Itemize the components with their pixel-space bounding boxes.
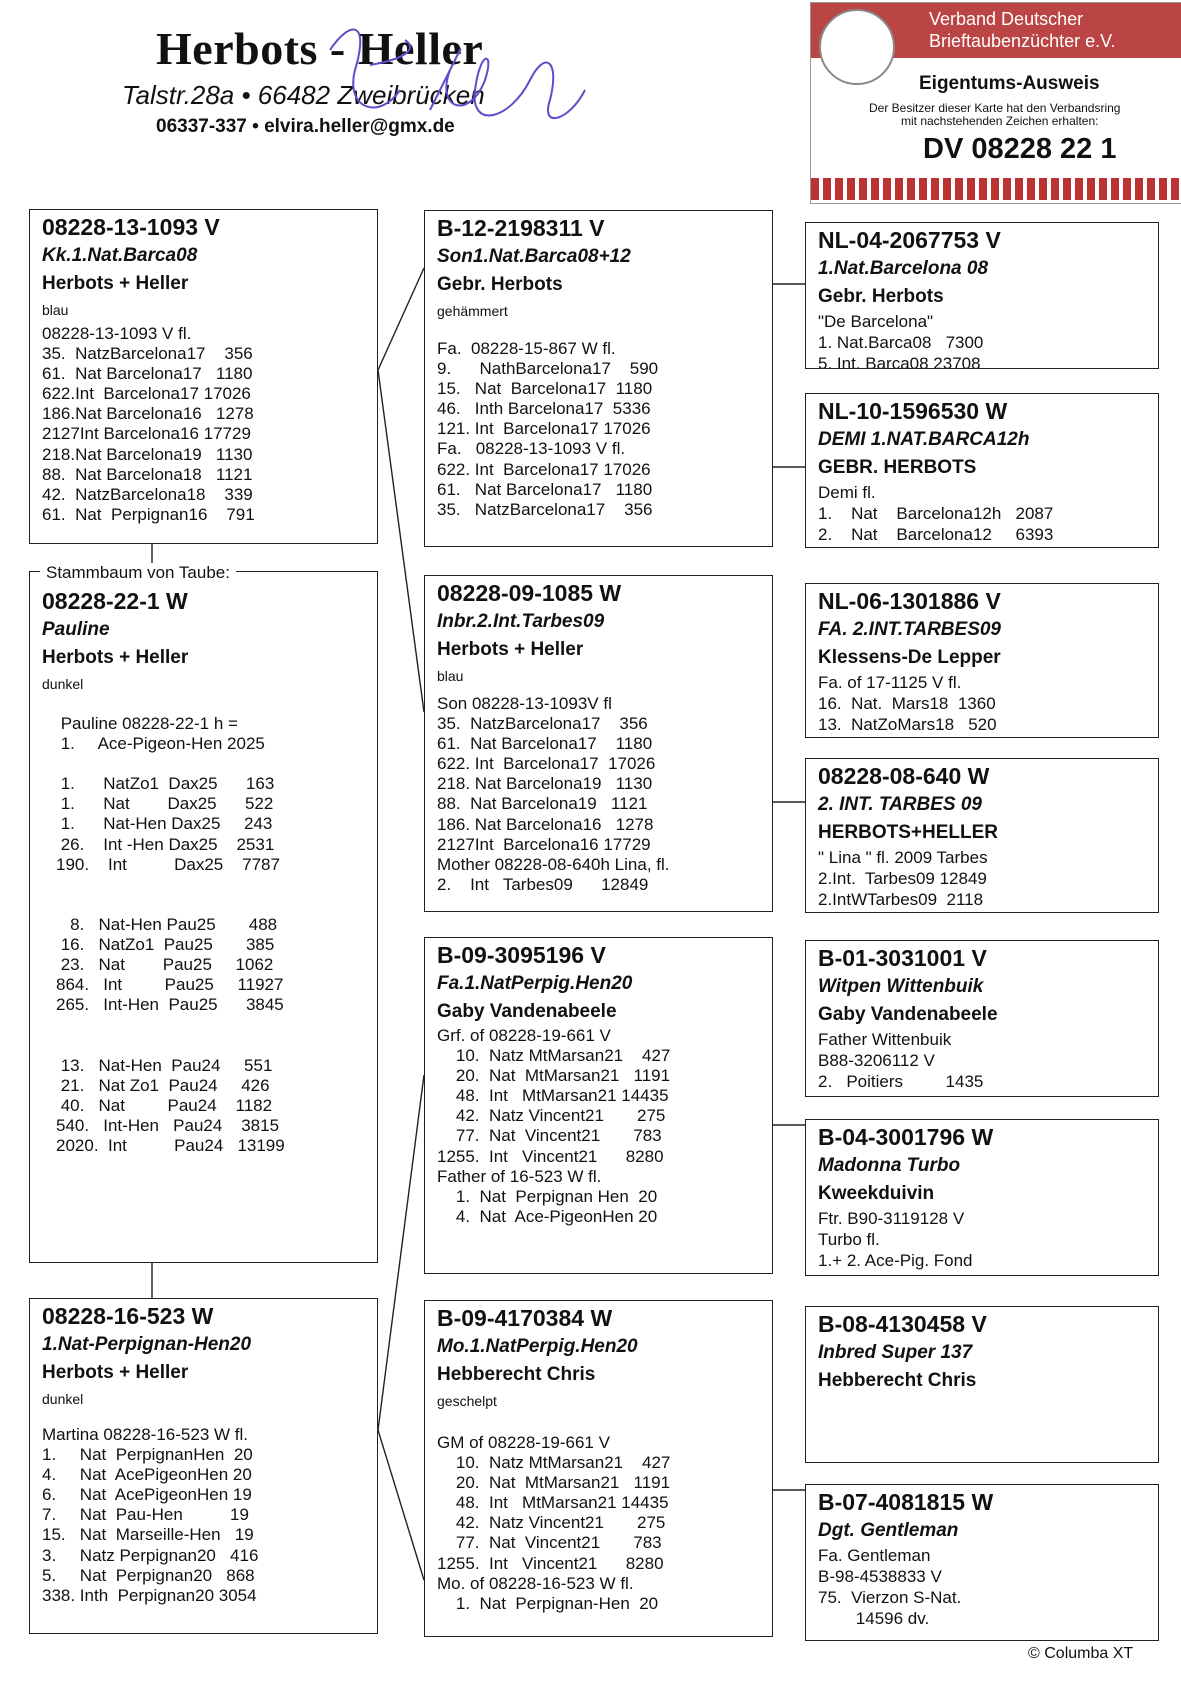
card-org-line2: Brieftaubenzüchter e.V.	[929, 31, 1116, 51]
mother-results: Martina 08228-16-523 W fl. 1. Nat PerpignanHen 20 4. Nat AcePigeonHen 20 6. Nat AcePigeonHen 19 7. Nat Pau-Hen 19 15. Nat Marseille-Hen 19 3. Natz Perpignan20 416 5. Nat Perpignan20 868 338. Inth Perpignan20 3054	[42, 1425, 259, 1605]
connector-father-fm	[378, 370, 424, 712]
gg6-owner: Kweekduivin	[818, 1183, 935, 1204]
great-grandparent-box-4[interactable]	[805, 758, 1159, 913]
mf-ring: B-09-3095196 V	[437, 942, 606, 968]
great-grandparent-box-5[interactable]	[805, 940, 1159, 1097]
gg5-name: Witpen Wittenbuik	[818, 976, 984, 997]
gg2-owner: GEBR. HERBOTS	[818, 457, 977, 478]
mother-owner: Herbots + Heller	[42, 1362, 189, 1383]
grandfather-maternal-box[interactable]	[424, 937, 773, 1274]
card-text-line2: mit nachstehenden Zeichen erhalten:	[901, 114, 1099, 128]
connector-mother-mm	[378, 1430, 424, 1580]
gg4-info: " Lina " fl. 2009 Tarbes 2.Int. Tarbes09 12849 2.IntWTarbes09 2118	[818, 848, 988, 909]
subject-owner: Herbots + Heller	[42, 647, 189, 668]
mf-name: Fa.1.NatPerpig.Hen20	[437, 973, 633, 994]
gg1-info: "De Barcelona" 1. Nat.Barca08 7300 5. Int. Barca08 23708	[818, 312, 984, 369]
gg4-name: 2. INT. TARBES 09	[818, 794, 982, 815]
breeder-contact: 06337-337 • elvira.heller@gmx.de	[156, 116, 455, 137]
gg2-ring: NL-10-1596530 W	[818, 398, 1008, 424]
mother-ring: 08228-16-523 W	[42, 1303, 214, 1329]
gg8-name: Dgt. Gentleman	[818, 1520, 959, 1541]
subject-name: Pauline	[42, 619, 110, 640]
gg7-name: Inbred Super 137	[818, 1342, 973, 1363]
great-grandparent-box-3[interactable]	[805, 583, 1159, 738]
card-org-line1: Verband Deutscher	[929, 9, 1084, 29]
grandmother-paternal-box[interactable]	[424, 575, 773, 912]
gg3-name: FA. 2.INT.TARBES09	[818, 619, 1001, 640]
subject-ring: 08228-22-1 W	[42, 588, 188, 614]
grandfather-paternal-box[interactable]	[424, 210, 773, 547]
gg6-name: Madonna Turbo	[818, 1155, 961, 1176]
gg6-info: Ftr. B90-3119128 V Turbo fl. 1.+ 2. Ace-Pig. Fond	[818, 1209, 973, 1270]
mother-name: 1.Nat-Perpignan-Hen20	[42, 1334, 252, 1355]
gg8-ring: B-07-4081815 W	[818, 1489, 994, 1515]
gg8-info: Fa. Gentleman B-98-4538833 V 75. Vierzon S-Nat. 14596 dv.	[818, 1546, 962, 1628]
father-box[interactable]	[29, 209, 378, 544]
stammbaum-label: Stammbaum von Taube:	[40, 563, 236, 583]
mf-owner: Gaby Vandenabeele	[437, 1001, 617, 1022]
gg2-info: Demi fl. 1. Nat Barcelona12h 2087 2. Nat Barcelona12 6393	[818, 483, 1054, 544]
gg3-owner: Klessens-De Lepper	[818, 647, 1001, 668]
subject-results: Pauline 08228-22-1 h = 1. Ace-Pigeon-Hen 2025 1. NatZo1 Dax25 163 1. Nat Dax25 522 1. Nat-Hen Dax25 243 26. Int -Hen Dax25 2531 190. Int Dax25 7787 8. Nat-Hen Pau25 488 16. NatZo1 Pau25 385 23. Nat Pau25 1062 864. Int Pau25 11927 265. Int-Hen Pau25 3845 13. Nat-Hen Pau24 551 21. Nat Zo1 Pau24 426 40. Nat Pau24 1182 540. Int-Hen Pau24 3815 2020. Int Pau24 13199	[56, 714, 285, 1155]
ff-ring: B-12-2198311 V	[437, 215, 605, 241]
gg6-ring: B-04-3001796 W	[818, 1124, 994, 1150]
gg4-owner: HERBOTS+HELLER	[818, 822, 998, 843]
connector-mother-mf	[378, 1075, 424, 1430]
mother-box[interactable]	[29, 1298, 378, 1634]
mm-ring: B-09-4170384 W	[437, 1305, 613, 1331]
gg3-ring: NL-06-1301886 V	[818, 588, 1001, 614]
gg2-name: DEMI 1.NAT.BARCA12h	[818, 429, 1030, 450]
card-ring-number: DV 08228 22 1	[923, 133, 1117, 165]
father-color: blau	[42, 302, 69, 318]
mf-results: Grf. of 08228-19-661 V 10. Natz MtMarsan21 427 20. Nat MtMarsan21 1191 48. Int MtMarsan21 14435 42. Natz Vincent21 275 77. Nat Vincent21 783 1255. Int Vincent21 8280 Father of 16-523 W fl. 1. Nat Perpignan Hen 20 4. Nat Ace-PigeonHen 20	[437, 1026, 671, 1226]
ff-owner: Gebr. Herbots	[437, 274, 563, 295]
great-grandparent-box-8[interactable]	[805, 1484, 1159, 1641]
father-name: Kk.1.Nat.Barca08	[42, 245, 198, 266]
fm-owner: Herbots + Heller	[437, 639, 584, 660]
gg3-info: Fa. of 17-1125 V fl. 16. Nat. Mars18 1360 13. NatZoMars18 520	[818, 673, 997, 734]
great-grandparent-box-7[interactable]	[805, 1306, 1159, 1463]
mm-name: Mo.1.NatPerpig.Hen20	[437, 1336, 638, 1357]
mother-color: dunkel	[42, 1391, 84, 1407]
great-grandparent-box-1[interactable]	[805, 222, 1159, 369]
ff-name: Son1.Nat.Barca08+12	[437, 246, 631, 267]
fm-name: Inbr.2.Int.Tarbes09	[437, 611, 605, 632]
subject-box[interactable]	[29, 571, 378, 1263]
connector-father-ff	[378, 268, 424, 370]
grandmother-maternal-box[interactable]	[424, 1300, 773, 1637]
gg5-owner: Gaby Vandenabeele	[818, 1004, 998, 1025]
gg4-ring: 08228-08-640 W	[818, 763, 990, 789]
gg1-ring: NL-04-2067753 V	[818, 227, 1001, 253]
breeder-address: Talstr.28a • 66482 Zweibrücken	[122, 80, 485, 110]
mm-color: geschelpt	[437, 1393, 497, 1409]
card-title: Eigentums-Ausweis	[919, 73, 1100, 94]
father-results: 08228-13-1093 V fl. 35. NatzBarcelona17 356 61. Nat Barcelona17 1180 622.Int Barcelona17 17026 186.Nat Barcelona16 1278 2127Int Barcelona16 17729 218.Nat Barcelona19 1130 88. Nat Barcelona18 1121 42. NatzBarcelona18 339 61. Nat Perpignan16 791	[42, 324, 255, 524]
father-ring: 08228-13-1093 V	[42, 214, 220, 240]
mm-owner: Hebberecht Chris	[437, 1364, 596, 1385]
fm-color: blau	[437, 668, 464, 684]
father-owner: Herbots + Heller	[42, 273, 189, 294]
breeder-name: Herbots - Heller	[156, 23, 484, 74]
ff-results: Fa. 08228-15-867 W fl. 9. NathBarcelona17 590 15. Nat Barcelona17 1180 46. Inth Barcelona17 5336 121. Int Barcelona17 17026 Fa. 08228-13-1093 V fl. 622. Int Barcelona17 17026 61. Nat Barcelona17 1180 35. NatzBarcelona17 356	[437, 339, 659, 519]
gg5-info: Father Wittenbuik B88-3206112 V 2. Poitiers 1435	[818, 1030, 984, 1091]
fm-results: Son 08228-13-1093V fl 35. NatzBarcelona17 356 61. Nat Barcelona17 1180 622. Int Barcelona17 17026 218. Nat Barcelona19 1130 88. Nat Barcelona19 1121 186. Nat Barcelona16 1278 2127Int Barcelona16 17729 Mother 08228-08-640h Lina, fl. 2. Int Tarbes09 12849	[437, 694, 670, 894]
gg1-name: 1.Nat.Barcelona 08	[818, 258, 989, 279]
card-text-line1: Der Besitzer dieser Karte hat den Verbandsring	[869, 101, 1121, 115]
gg7-ring: B-08-4130458 V	[818, 1311, 987, 1337]
footer-copyright: © Columba XT	[1028, 1645, 1134, 1662]
ff-color: gehämmert	[437, 303, 508, 319]
fm-ring: 08228-09-1085 W	[437, 580, 622, 606]
great-grandparent-box-6[interactable]	[805, 1119, 1159, 1276]
gg1-owner: Gebr. Herbots	[818, 286, 944, 307]
great-grandparent-box-2[interactable]	[805, 393, 1159, 548]
mm-results: GM of 08228-19-661 V 10. Natz MtMarsan21 427 20. Nat MtMarsan21 1191 48. Int MtMarsan21 14435 42. Natz Vincent21 275 77. Nat Vincent21 783 1255. Int Vincent21 8280 Mo. of 08228-16-523 W fl. 1. Nat Perpignan-Hen 20	[437, 1433, 671, 1613]
gg5-ring: B-01-3031001 V	[818, 945, 987, 971]
subject-color: dunkel	[42, 676, 84, 692]
gg7-owner: Hebberecht Chris	[818, 1370, 977, 1391]
